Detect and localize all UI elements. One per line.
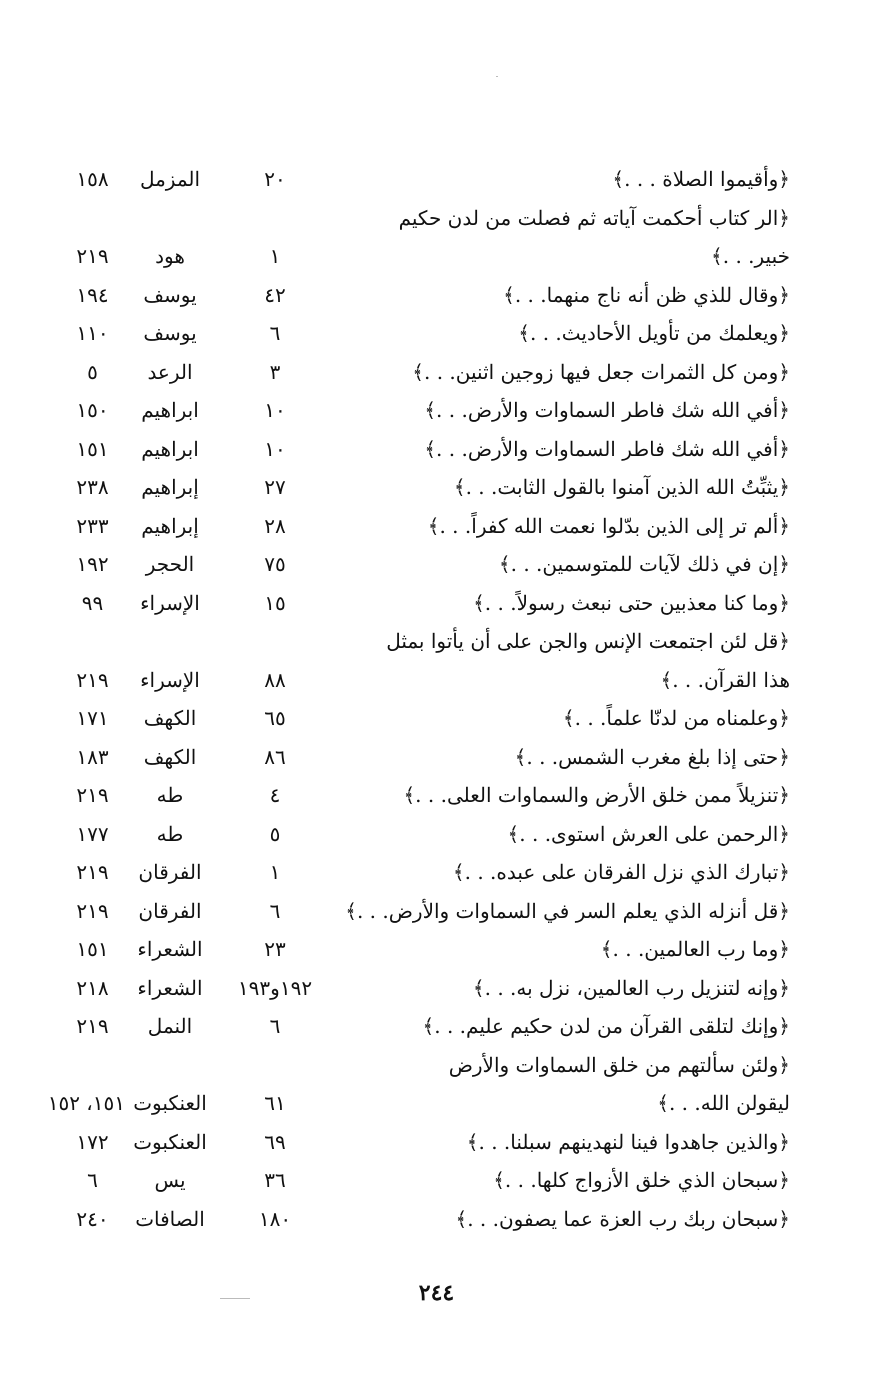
verse-text: ﴿الرحمن على العرش استوى. . .﴾ [507,821,790,846]
surah-name: الفرقان [138,860,202,884]
page-reference: ١٧٧ [76,821,109,846]
verse-number: ٣٦ [264,1168,286,1192]
page-reference: ٩٩ [81,590,104,615]
verse-text: ﴿أفي الله شك فاطر السماوات والأرض. . .﴾ [424,398,790,422]
page-reference: ٢٣٣ [76,513,109,538]
verse-number: ٦٩ [264,1129,286,1154]
surah-name: ابراهيم [141,436,199,461]
page-reference: ٢١٩ [76,244,109,268]
surah-name: الحجر [145,552,195,576]
surah-name: الفرقان [138,898,202,923]
page-reference: ٢١٩ [76,898,109,923]
verse-number: ١٨٠ [258,1206,292,1231]
verse-text: ليقولن الله. . .﴾ [657,1091,790,1115]
page-reference: ٢١٩ [76,1014,109,1038]
verse-number: ١٩٢و١٩٣ [237,975,313,1000]
verse-text: ﴿حتى إذا بلغ مغرب الشمس. . .﴾ [514,744,790,769]
index-row [60,661,790,700]
surah-name: يوسف [143,282,197,307]
verse-text: ﴿والذين جاهدوا فينا لنهدينهم سبلنا. . .﴾ [466,1129,790,1154]
page-reference: ٢١٨ [76,975,109,1000]
verse-number: ٢٠ [264,167,286,191]
index-row [60,353,790,392]
surah-name: ابراهيم [141,398,199,422]
verse-number: ٦٥ [264,706,286,730]
surah-name: المزمل [139,167,201,191]
surah-name: الإسراء [140,590,200,615]
index-row [60,314,790,353]
verse-text: ﴿ويعلمك من تأويل الأحاديث. . .﴾ [518,321,790,345]
page-reference: ١٩٤ [76,282,109,307]
page-reference: ٦ [87,1168,98,1192]
surah-name: الصافات [135,1206,205,1231]
page-reference: ١١٠ [76,321,109,345]
surah-name: الشعراء [137,937,203,961]
scan-speck [220,1298,250,1299]
verse-text: ﴿وإنك لتلقى القرآن من لدن حكيم عليم. . .﴾ [422,1014,790,1038]
verse-text: ﴿قل لئن اجتمعت الإنس والجن على أن يأتوا بمثل [386,629,790,653]
verse-number: ٧٥ [264,552,286,576]
index-row [60,430,790,469]
verse-text: ﴿ولئن سألتهم من خلق السماوات والأرض [448,1052,790,1077]
surah-name: الكهف [143,744,197,769]
index-row [60,1046,790,1085]
index-row [60,1123,790,1162]
surah-name: طه [156,783,184,807]
verse-text: ﴿الر كتاب أحكمت آياته ثم فصلت من لدن حكيم [398,205,790,230]
index-row [60,815,790,854]
index-row [60,199,790,238]
verse-number: ٤٢ [264,282,286,307]
verse-text: هذا القرآن. . .﴾ [660,667,790,692]
page-reference: ١٧١ [76,706,109,730]
verse-text: ﴿وأقيموا الصلاة . . .﴾ [612,167,790,191]
page-reference: ٢١٩ [76,667,109,692]
verse-number: ٢٧ [264,475,286,499]
verse-number: ٦ [269,898,281,923]
index-row [60,969,790,1008]
index-row [60,545,790,584]
surah-name: إبراهيم [141,513,199,538]
index-row [60,160,790,199]
index-row [60,853,790,892]
verse-text: ﴿إن في ذلك لآيات للمتوسمين. . .﴾ [498,552,790,576]
index-row [60,1200,790,1239]
verse-text: ﴿يثبِّتُ الله الذين آمنوا بالقول الثابت. . .﴾ [453,475,790,499]
verse-text: ﴿وعلمناه من لدنّا علماً. . .﴾ [562,706,790,730]
verse-text: ﴿أفي الله شك فاطر السماوات والأرض. . .﴾ [424,436,790,461]
verse-text: ﴿سبحان ربك رب العزة عما يصفون. . .﴾ [455,1206,790,1231]
verse-text: ﴿تنزيلاً ممن خلق الأرض والسماوات العلى. . .﴾ [403,783,790,807]
index-row [60,507,790,546]
verse-text: ﴿ألم تر إلى الذين بدّلوا نعمت الله كفراً. . .﴾ [427,513,790,538]
verse-number: ١٥ [264,590,286,615]
verse-number: ٦ [269,321,281,345]
surah-name: العنكبوت [133,1091,207,1115]
verse-text: ﴿تبارك الذي نزل الفرقان على عبده. . .﴾ [452,860,790,884]
verse-number: ٢٣ [264,937,286,961]
verse-text: ﴿وإنه لتنزيل رب العالمين، نزل به. . .﴾ [472,975,790,1000]
verse-text: ﴿ومن كل الثمرات جعل فيها زوجين اثنين. . .﴾ [412,359,790,384]
verse-number: ١٠ [264,436,286,461]
surah-name: إبراهيم [141,475,199,499]
surah-name: النمل [147,1014,193,1038]
surah-name: العنكبوت [133,1129,207,1154]
verse-number: ٢٨ [264,513,286,538]
surah-name: يوسف [143,321,197,345]
verse-number: ٦ [269,1014,281,1038]
verse-number: ٨٨ [264,667,286,692]
page-reference: ٢٣٨ [76,475,109,499]
page-reference: ١٥١، ١٥٢ [47,1091,125,1115]
index-row [60,738,790,777]
index-row [60,237,790,276]
verse-number: ١ [269,244,281,268]
page-reference: ٢١٩ [76,783,109,807]
surah-name: الرعد [147,359,193,384]
page-reference: ١٨٣ [76,744,109,769]
page-reference: ١٥٠ [76,398,109,422]
index-row [60,1007,790,1046]
index-row [60,584,790,623]
verse-number: ٣ [269,359,281,384]
page-reference: ١٧٢ [76,1129,109,1154]
verse-number: ١ [269,860,281,884]
page-reference: ٢١٩ [76,860,109,884]
surah-name: هود [155,244,185,268]
page-number: ٢٤٤ [418,1280,455,1306]
index-row [60,892,790,931]
surah-name: طه [156,821,184,846]
index-row [60,776,790,815]
index-row [60,276,790,315]
verse-text: ﴿قل أنزله الذي يعلم السر في السماوات والأرض. . .﴾ [345,898,790,923]
page-reference: ١٩٢ [76,552,109,576]
index-row [60,391,790,430]
index-row [60,1161,790,1200]
surah-name: الكهف [143,706,197,730]
index-row [60,468,790,507]
verse-text: خبير. . .﴾ [711,244,790,268]
surah-name: الإسراء [140,667,200,692]
index-row [60,930,790,969]
verse-number: ٨٦ [264,744,286,769]
index-row [47,1084,790,1123]
page-reference: ١٥٨ [76,167,109,191]
page-reference: ١٥١ [76,436,109,461]
index-row [60,699,790,738]
verse-text: ﴿وقال للذي ظن أنه ناج منهما. . .﴾ [503,282,790,307]
verse-text: ﴿وما رب العالمين. . .﴾ [600,937,790,961]
verse-text: ﴿وما كنا معذبين حتى نبعث رسولاً. . .﴾ [473,590,790,615]
verse-number: ٥ [269,821,281,846]
verse-number: ١٠ [264,398,286,422]
index-row [60,622,790,661]
verse-number: ٤ [269,783,281,807]
verse-index-table [47,160,790,1238]
page-reference: ٢٤٠ [76,1206,109,1231]
page-reference: ١٥١ [76,937,109,961]
verse-text: ﴿سبحان الذي خلق الأزواج كلها. . .﴾ [493,1168,790,1192]
scan-speck [496,76,498,77]
page-reference: ٥ [87,359,98,384]
verse-number: ٦١ [264,1091,286,1115]
surah-name: يس [154,1168,186,1192]
surah-name: الشعراء [137,975,203,1000]
